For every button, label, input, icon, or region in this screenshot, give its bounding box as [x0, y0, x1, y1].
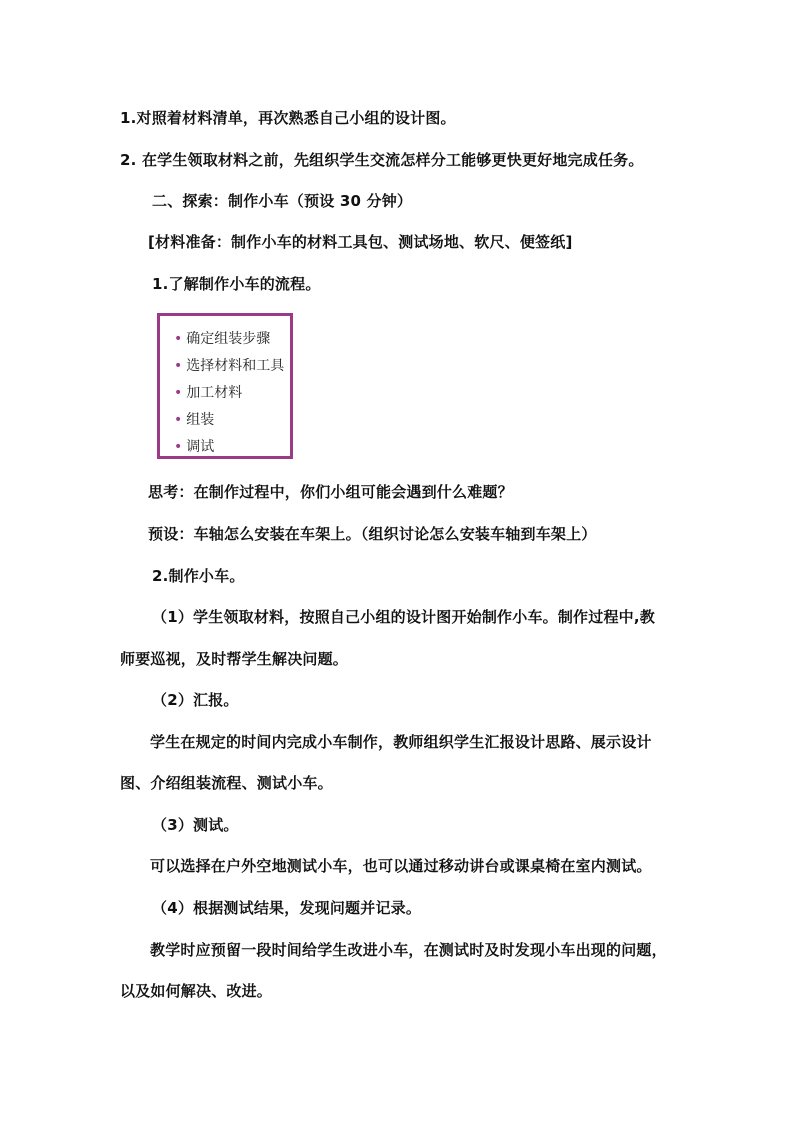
process-step-item: • 加工材料: [174, 385, 243, 401]
sub-step-1-line-1: （1）学生领取材料，按照自己小组的设计图开始制作小车。制作过程中,教: [152, 608, 655, 626]
section-title-explore: 二、探索：制作小车（预设 30 分钟）: [152, 192, 413, 210]
sub-step-3: （3）测试。: [152, 816, 239, 834]
test-description: 可以选择在户外空地测试小车，也可以通过移动讲台或课桌椅在室内测试。: [150, 857, 652, 875]
paragraph-division-of-labor: 2. 在学生领取材料之前，先组织学生交流怎样分工能够更快更好地完成任务。: [120, 151, 644, 169]
think-question: 思考：在制作过程中，你们小组可能会遇到什么难题？: [148, 483, 513, 501]
process-step-item: • 组装: [174, 412, 215, 428]
step-understand-process: 1.了解制作小车的流程。: [152, 275, 321, 293]
report-line-2: 图、介绍组装流程、测试小车。: [120, 774, 333, 792]
preset-answer: 预设：车轴怎么安装在车架上。（组织讨论怎么安装车轴到车架上）: [148, 525, 597, 543]
bullet-icon: •: [174, 331, 183, 347]
bullet-icon: •: [174, 412, 183, 428]
bullet-icon: •: [174, 439, 183, 455]
improve-line-1: 教学时应预留一段时间给学生改进小车，在测试时及时发现小车出现的问题，: [150, 941, 667, 959]
sub-step-1-line-2: 师要巡视，及时帮学生解决问题。: [120, 650, 349, 668]
process-steps-box: [157, 313, 293, 459]
sub-step-4: （4）根据测试结果，发现问题并记录。: [152, 899, 422, 917]
bullet-icon: •: [174, 385, 183, 401]
paragraph-review-design: 1.对照着材料清单，再次熟悉自己小组的设计图。: [120, 109, 456, 127]
bullet-icon: •: [174, 358, 183, 374]
materials-prep: [材料准备：制作小车的材料工具包、测试场地、软尺、便签纸]: [148, 233, 573, 251]
process-step-item: • 确定组装步骤: [174, 331, 271, 347]
step-make-car: 2.制作小车。: [152, 567, 245, 585]
process-step-item: • 调试: [174, 439, 215, 455]
process-step-item: • 选择材料和工具: [174, 358, 285, 374]
sub-step-2: （2）汇报。: [152, 691, 239, 709]
improve-line-2: 以及如何解决、改进。: [120, 982, 273, 1000]
report-line-1: 学生在规定的时间内完成小车制作，教师组织学生汇报设计思路、展示设计: [150, 733, 652, 751]
